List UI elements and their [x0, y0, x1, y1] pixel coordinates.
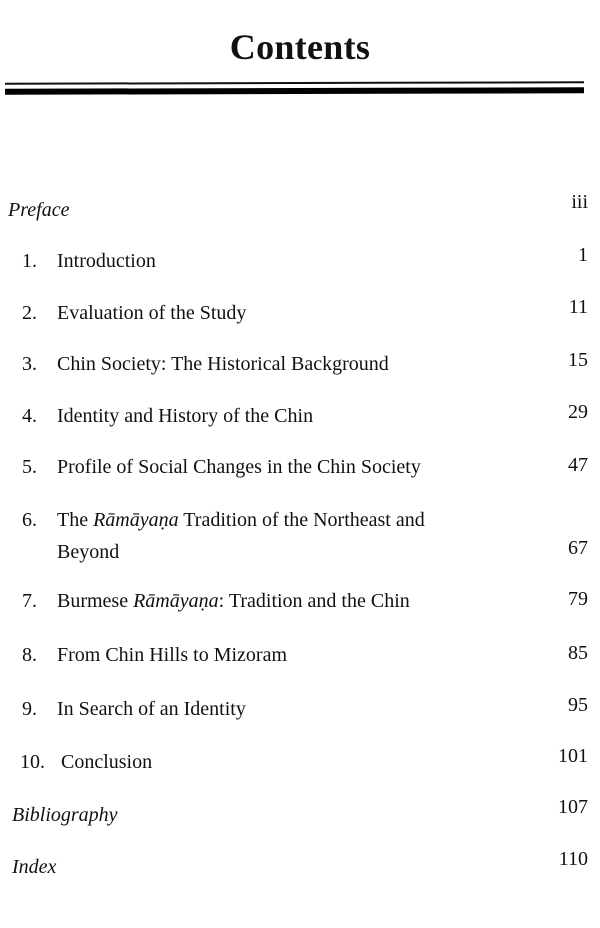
entry-number: 3. — [22, 353, 37, 375]
divider-thin — [5, 81, 584, 85]
entry-title-line2: Beyond — [57, 541, 120, 563]
entry-number: 4. — [22, 405, 37, 427]
entry-number: 7. — [22, 590, 37, 612]
entry-title: Introduction — [57, 250, 156, 272]
entry-number: 9. — [22, 698, 37, 720]
title-italic: Rāmāyaṇa — [93, 509, 179, 531]
title-part: Tradition of the Northeast and — [178, 509, 425, 531]
title-part: The — [57, 509, 94, 531]
entry-title: Evaluation of the Study — [57, 302, 247, 324]
entry-page: 110 — [558, 848, 588, 870]
entry-title — [57, 504, 425, 536]
entry-page: 47 — [568, 454, 588, 476]
entry-number: 8. — [22, 644, 37, 666]
entry-title: Chin Society: The Historical Background — [57, 353, 389, 375]
title-part: : Tradition and the Chin — [218, 590, 410, 612]
entry-page: 29 — [568, 401, 588, 423]
title-part: Burmese — [57, 590, 134, 612]
entry-page: 1 — [578, 244, 588, 266]
entry-title: Profile of Social Changes in the Chin Society — [57, 456, 421, 478]
entry-page: 107 — [558, 796, 588, 818]
entry-page: 15 — [568, 349, 588, 371]
entry-number: 5. — [22, 456, 37, 478]
entry-number: 1. — [22, 250, 37, 272]
entry-title: Identity and History of the Chin — [57, 405, 314, 427]
entry-number: 2. — [22, 302, 37, 324]
entry-title: In Search of an Identity — [57, 698, 246, 720]
entry-title — [57, 585, 410, 617]
entry-page: 79 — [568, 588, 588, 610]
entry-page: 11 — [568, 296, 588, 318]
entry-page: iii — [571, 191, 588, 213]
page-title: Contents — [229, 27, 371, 67]
divider-thick — [5, 87, 584, 95]
entry-page: 85 — [568, 642, 588, 664]
entry-page: 67 — [568, 537, 588, 559]
title-italic: Rāmāyaṇa — [133, 590, 219, 612]
entry-number: 6. — [22, 509, 37, 531]
entry-page: 101 — [558, 745, 588, 767]
entry-title: Index — [12, 856, 57, 878]
entry-title: From Chin Hills to Mizoram — [57, 644, 287, 666]
entry-page: 95 — [568, 694, 588, 716]
entry-title: Preface — [8, 199, 70, 221]
entry-title: Conclusion — [61, 751, 153, 773]
entry-title: Bibliography — [12, 804, 118, 826]
entry-number: 10. — [20, 751, 45, 773]
